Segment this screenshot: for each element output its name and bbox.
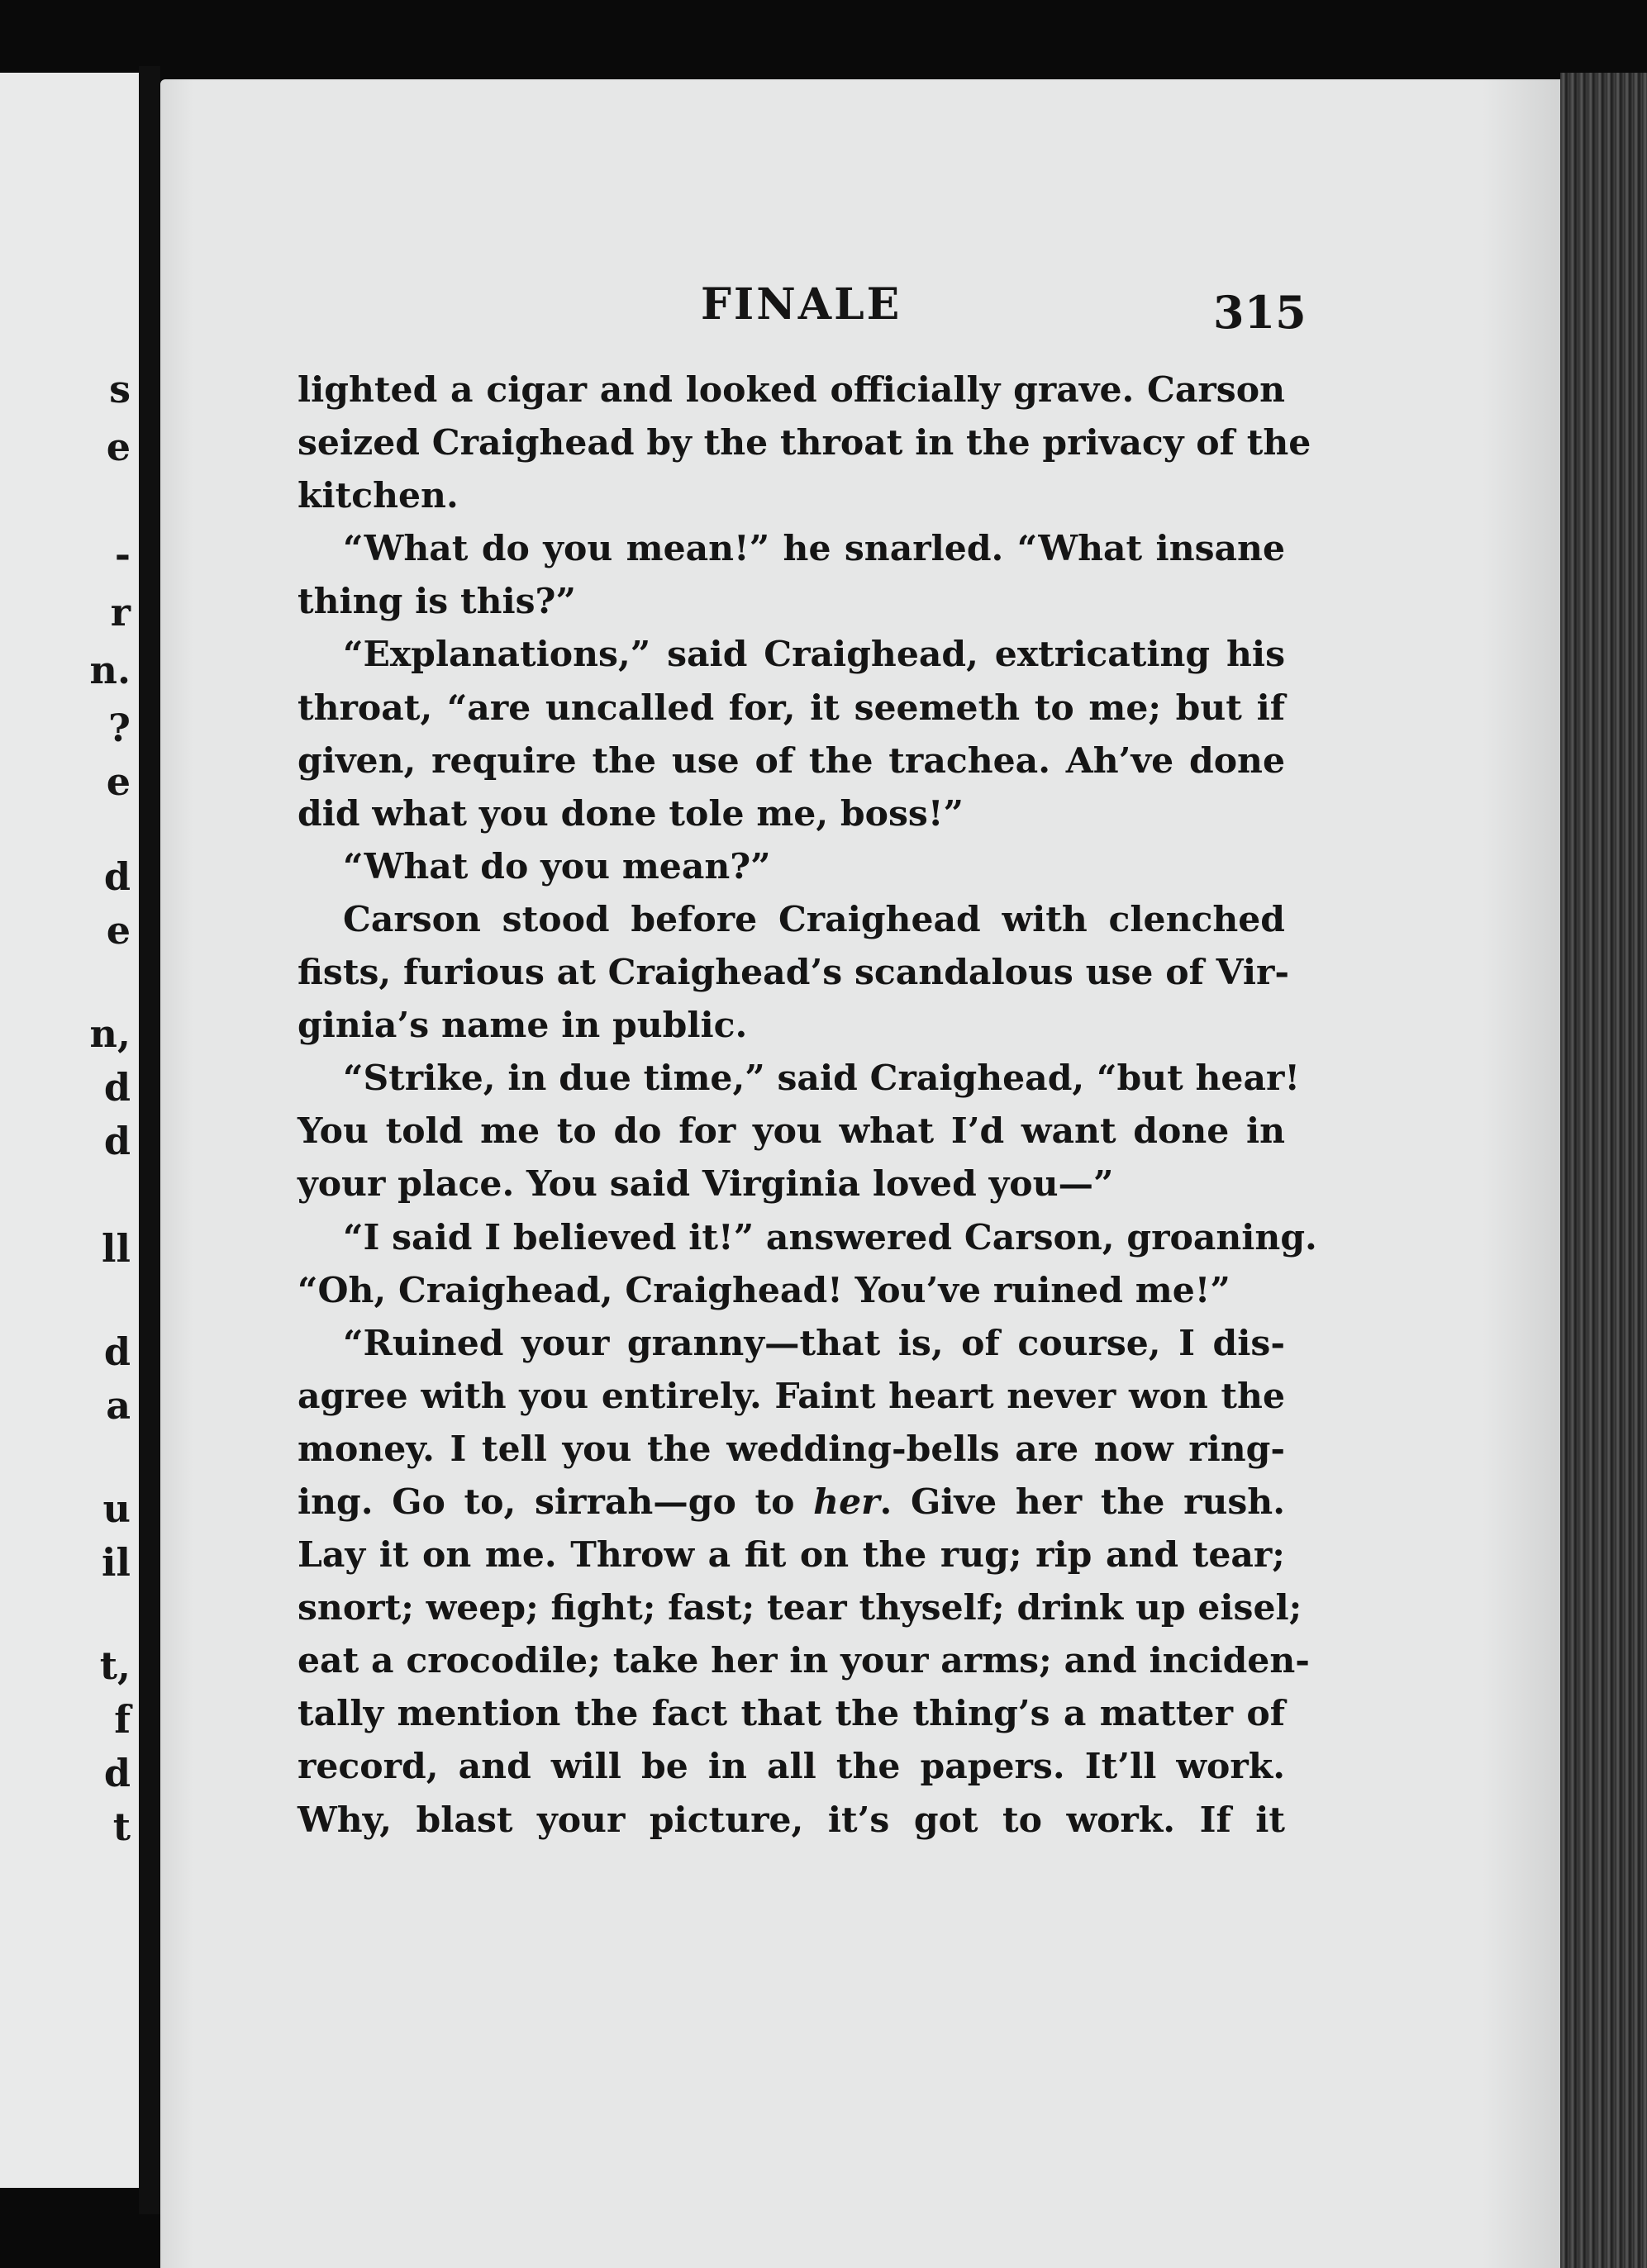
left-page-text: d xyxy=(103,1065,131,1110)
text-line: “What do you mean!” he snarled. “What insane xyxy=(343,528,1285,570)
text-line: given, require the use of the trachea. Ah’ve done xyxy=(298,739,1285,782)
text-line: Lay it on me. Throw a fit on the rug; rip and tear; xyxy=(298,1534,1285,1576)
text-line: did what you done tole me, boss!” xyxy=(298,792,964,834)
left-page-text: n. xyxy=(89,648,131,692)
left-page-text: d xyxy=(103,854,131,899)
text-line: snort; weep; fight; fast; tear thyself; drink up eisel; xyxy=(298,1587,1302,1629)
left-page-text: d xyxy=(103,1119,131,1163)
text-line: Why, blast your picture, it’s got to work. If it xyxy=(298,1799,1285,1841)
text-line: seized Craighead by the throat in the privacy of the xyxy=(298,422,1311,464)
left-page-text: t xyxy=(112,1804,131,1849)
page-header xyxy=(0,279,1647,337)
emphasis-word: her xyxy=(813,1481,880,1523)
book-gutter xyxy=(139,66,160,2214)
text-line: “Ruined your granny—that is, of course, I dis- xyxy=(343,1322,1285,1364)
left-page-text: ? xyxy=(108,706,131,750)
text-line: agree with you entirely. Faint heart never won the xyxy=(298,1375,1285,1417)
text-line: fists, furious at Craighead’s scandalous use of Vir- xyxy=(298,952,1290,994)
left-page-text: e xyxy=(106,908,131,953)
left-page-text: u xyxy=(102,1486,131,1531)
text-line: record, and will be in all the papers. It’ll work. xyxy=(298,1746,1285,1788)
left-page-text: n, xyxy=(89,1011,131,1056)
running-head: FINALE xyxy=(701,279,902,330)
text-line: ginia’s name in public. xyxy=(298,1005,748,1047)
left-page-text: e xyxy=(106,759,131,804)
text-line: tally mention the fact that the thing’s a matter of xyxy=(298,1693,1285,1735)
text-line: money. I tell you the wedding-bells are now ring- xyxy=(298,1428,1285,1470)
text-line: “Oh, Craighead, Craighead! You’ve ruined me!” xyxy=(298,1269,1230,1311)
left-page-text: ll xyxy=(102,1226,131,1271)
text-run: ing. Go to, sirrah—go to xyxy=(298,1481,795,1523)
left-page-text: f xyxy=(114,1697,131,1742)
left-page-text: d xyxy=(103,1751,131,1795)
text-line: “Explanations,” said Craighead, extricating his xyxy=(343,634,1285,676)
left-page-text: il xyxy=(102,1540,131,1585)
text-line: eat a crocodile; take her in your arms; and inciden- xyxy=(298,1640,1310,1682)
left-page-text: d xyxy=(103,1329,131,1374)
left-page-text: r xyxy=(110,590,131,635)
left-page-text: e xyxy=(106,425,131,469)
text-line: your place. You said Virginia loved you—” xyxy=(298,1163,1114,1205)
left-page-text: a xyxy=(106,1383,131,1428)
left-page-text: t, xyxy=(99,1643,131,1688)
text-line: “I said I believed it!” answered Carson, groaning. xyxy=(343,1216,1317,1258)
body-text xyxy=(298,364,1317,1847)
page-edges xyxy=(1560,73,1647,2268)
left-page-fragment xyxy=(0,73,139,2188)
text-run: . Give her the rush. xyxy=(879,1481,1285,1523)
left-page-text: s xyxy=(109,367,131,411)
text-line: throat, “are uncalled for, it seemeth to me; but if xyxy=(298,687,1285,729)
text-line: Carson stood before Craighead with clenched xyxy=(343,898,1285,940)
text-line: “Strike, in due time,” said Craighead, “but hear! xyxy=(343,1058,1301,1100)
left-page-text: - xyxy=(114,532,131,577)
text-line xyxy=(298,1476,1285,1529)
text-line: kitchen. xyxy=(298,475,459,517)
text-line: You told me to do for you what I’d want done in xyxy=(298,1110,1285,1153)
text-line: lighted a cigar and looked officially grave. Carson xyxy=(298,369,1285,411)
page-number: 315 xyxy=(1213,286,1307,339)
text-line: “What do you mean?” xyxy=(343,845,771,887)
text-line: thing is this?” xyxy=(298,581,576,623)
